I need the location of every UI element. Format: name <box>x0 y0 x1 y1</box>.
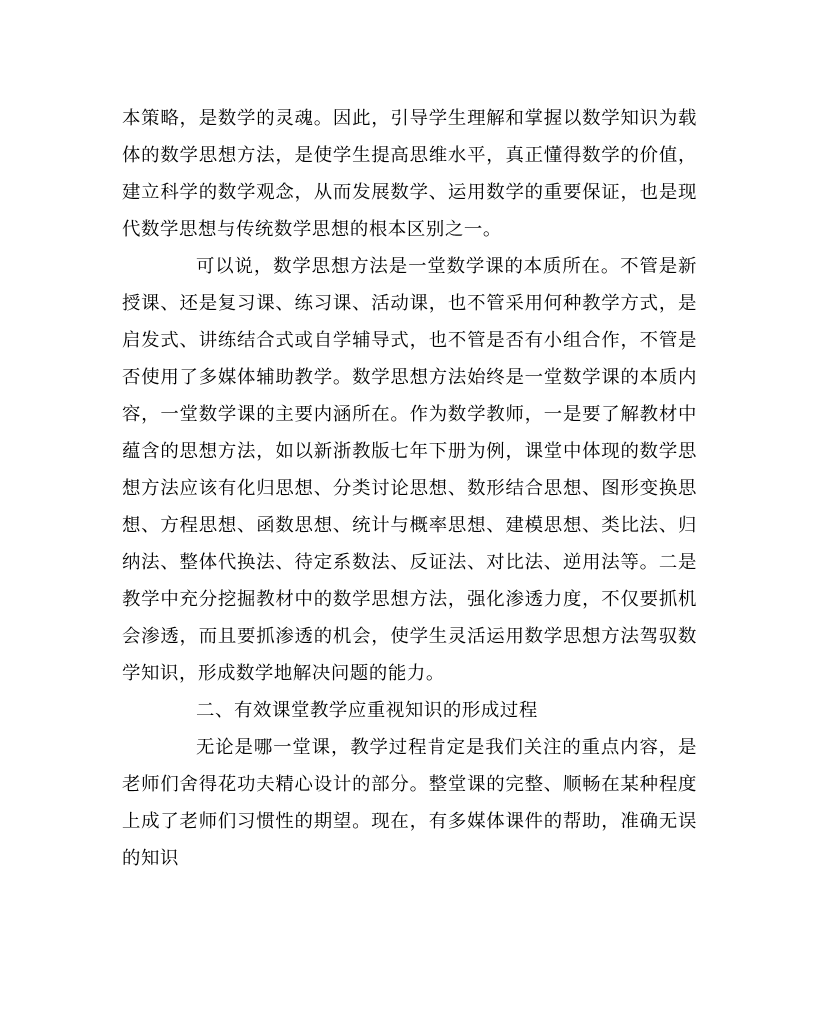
paragraph-1: 本策略，是数学的灵魂。因此，引导学生理解和掌握以数学知识为载体的数学思想方法，是使学生提高思维水平，真正懂得数学的价值，建立科学的数学观念，从而发展数学、运用数学的重要保证，也是现代数学思想与传统数学思想的根本区别之一。 <box>122 108 697 240</box>
document-page <box>122 100 697 877</box>
section-heading: 二、有效课堂教学应重视知识的形成过程 <box>196 700 538 721</box>
paragraph-3: 无论是哪一堂课，教学过程肯定是我们关注的重点内容，是老师们舍得花功夫精心设计的部分。整堂课的完整、顺畅在某种程度上成了老师们习惯性的期望。现在，有多媒体课件的帮助，准确无误的知识 <box>122 737 697 869</box>
paragraph-2: 可以说，数学思想方法是一堂数学课的本质所在。不管是新授课、还是复习课、练习课、活动课，也不管采用何种教学方式，是启发式、讲练结合式或自学辅导式，也不管是否有小组合作，不管是否使用了多媒体辅助教学。数学思想方法始终是一堂数学课的本质内容，一堂数学课的主要内涵所在。作为数学教师，一是要了解教材中蕴含的思想方法，如以新浙教版七年下册为例，课堂中体现的数学思想方法应该有化归思想、分类讨论思想、数形结合思想、图形变换思想、方程思想、函数思想、统计与概率思想、建模思想、类比法、归纳法、整体代换法、待定系数法、反证法、对比法、逆用法等。二是教学中充分挖掘教材中的数学思想方法，强化渗透力度，不仅要抓机会渗透，而且要抓渗透的机会，使学生灵活运用数学思想方法驾驭数学知识，形成数学地解决问题的能力。 <box>122 256 697 684</box>
